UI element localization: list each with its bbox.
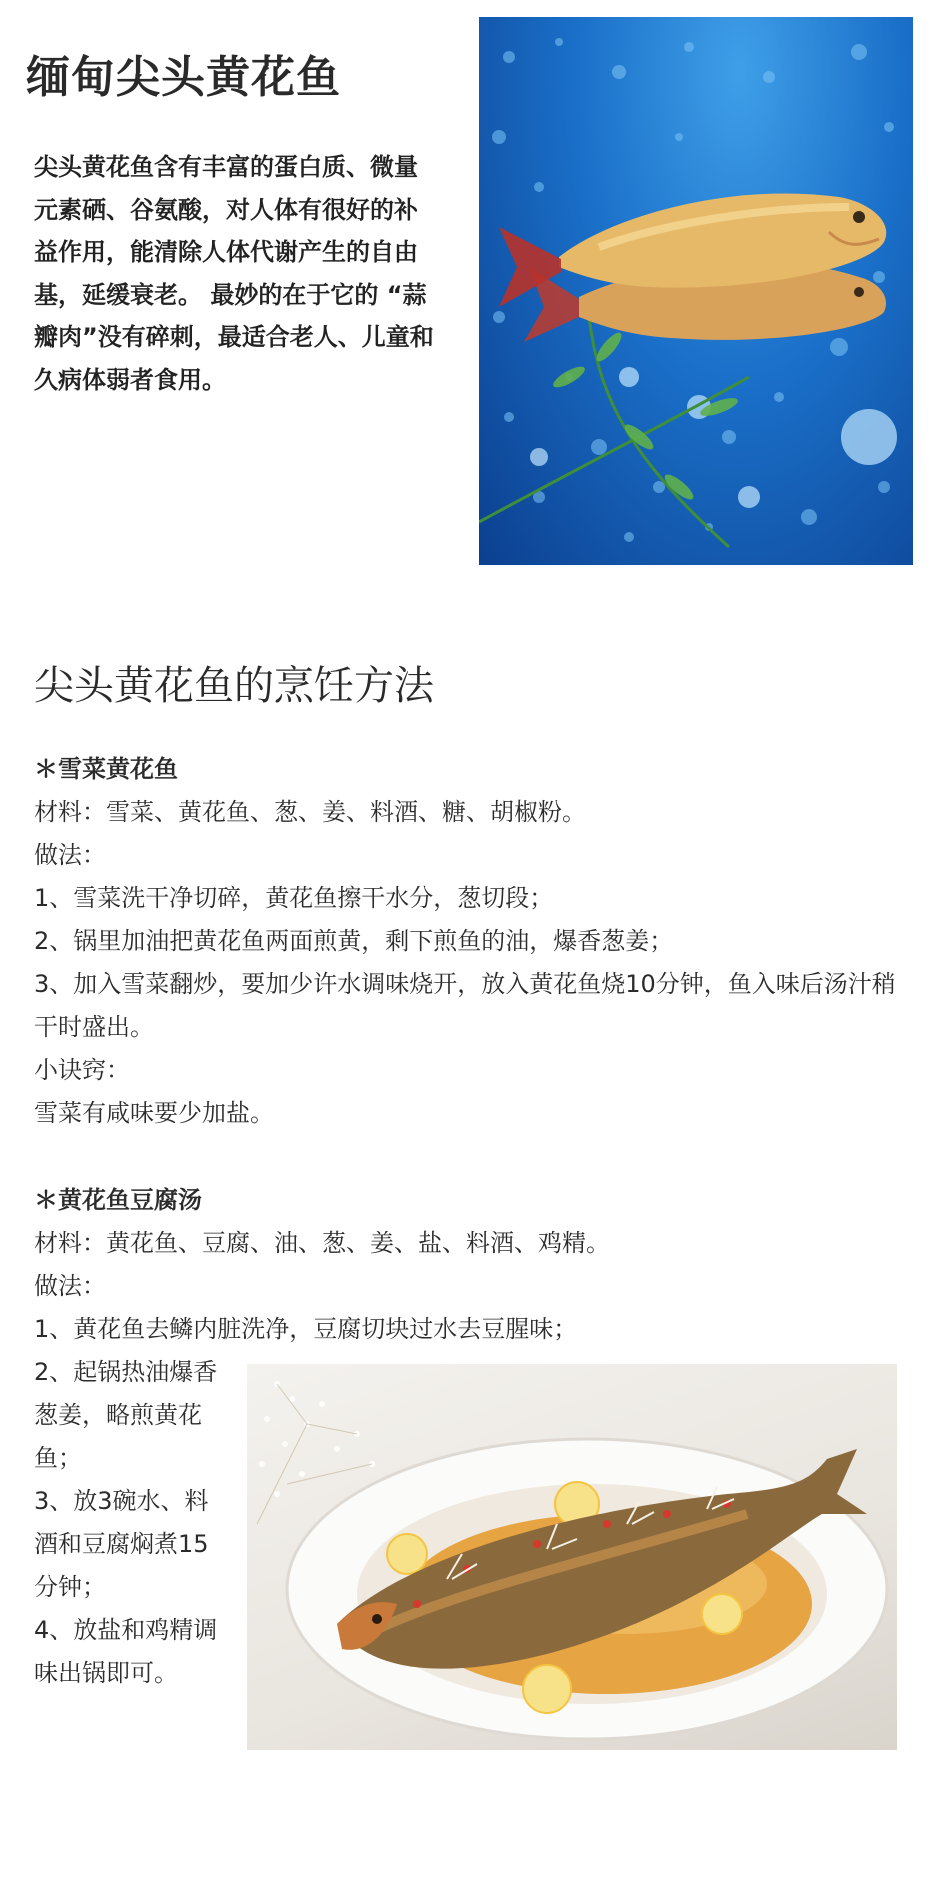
recipe-croaker-tofu-soup <box>34 1179 914 1351</box>
recipe-title: ＊黄花鱼豆腐汤 <box>34 1186 202 1214</box>
recipe-title: ＊雪菜黄花鱼 <box>34 755 178 783</box>
recipe-ingredients: 材料：雪菜、黄花鱼、葱、姜、料酒、糖、胡椒粉。 <box>34 798 586 826</box>
recipe-step: 1、雪菜洗干净切碎，黄花鱼擦干水分，葱切段； <box>34 884 554 912</box>
recipe-tip-label: 小诀窍： <box>34 1056 130 1084</box>
recipe-method-label: 做法： <box>34 841 106 869</box>
fish-photo <box>479 17 913 565</box>
page-title: 缅甸尖头黄花鱼 <box>26 52 341 103</box>
recipe-steps-narrow <box>34 1351 229 1695</box>
recipe-snow-vegetable-croaker <box>34 748 914 1135</box>
intro-paragraph: 尖头黄花鱼含有丰富的蛋白质、微量元素硒、谷氨酸，对人体有很好的补益作用，能清除人体代谢产生的自由基，延缓衰老。 最妙的在于它的 “蒜瓣肉”没有碎刺，最适合老人、儿童和久病体弱者食用。 <box>34 153 434 394</box>
recipe-step: 3、放3碗水、料酒和豆腐焖煮15分钟； <box>34 1487 209 1601</box>
dish-photo <box>247 1364 897 1750</box>
recipe-step: 2、起锅热油爆香葱姜，略煎黄花鱼； <box>34 1358 218 1472</box>
recipe-step: 2、锅里加油把黄花鱼两面煎黄，剩下煎鱼的油，爆香葱姜； <box>34 927 674 955</box>
cooking-section-title: 尖头黄花鱼的烹饪方法 <box>34 663 434 709</box>
recipe-step: 1、黄花鱼去鳞内脏洗净，豆腐切块过水去豆腥味； <box>34 1315 578 1343</box>
recipe-step: 3、加入雪菜翻炒，要加少许水调味烧开，放入黄花鱼烧10分钟，鱼入味后汤汁稍干时盛出。 <box>34 970 896 1041</box>
recipe-method-label: 做法： <box>34 1272 106 1300</box>
recipe-ingredients: 材料：黄花鱼、豆腐、油、葱、姜、盐、料酒、鸡精。 <box>34 1229 610 1257</box>
recipe-tip: 雪菜有咸味要少加盐。 <box>34 1099 274 1127</box>
recipe-step: 4、放盐和鸡精调味出锅即可。 <box>34 1616 218 1687</box>
